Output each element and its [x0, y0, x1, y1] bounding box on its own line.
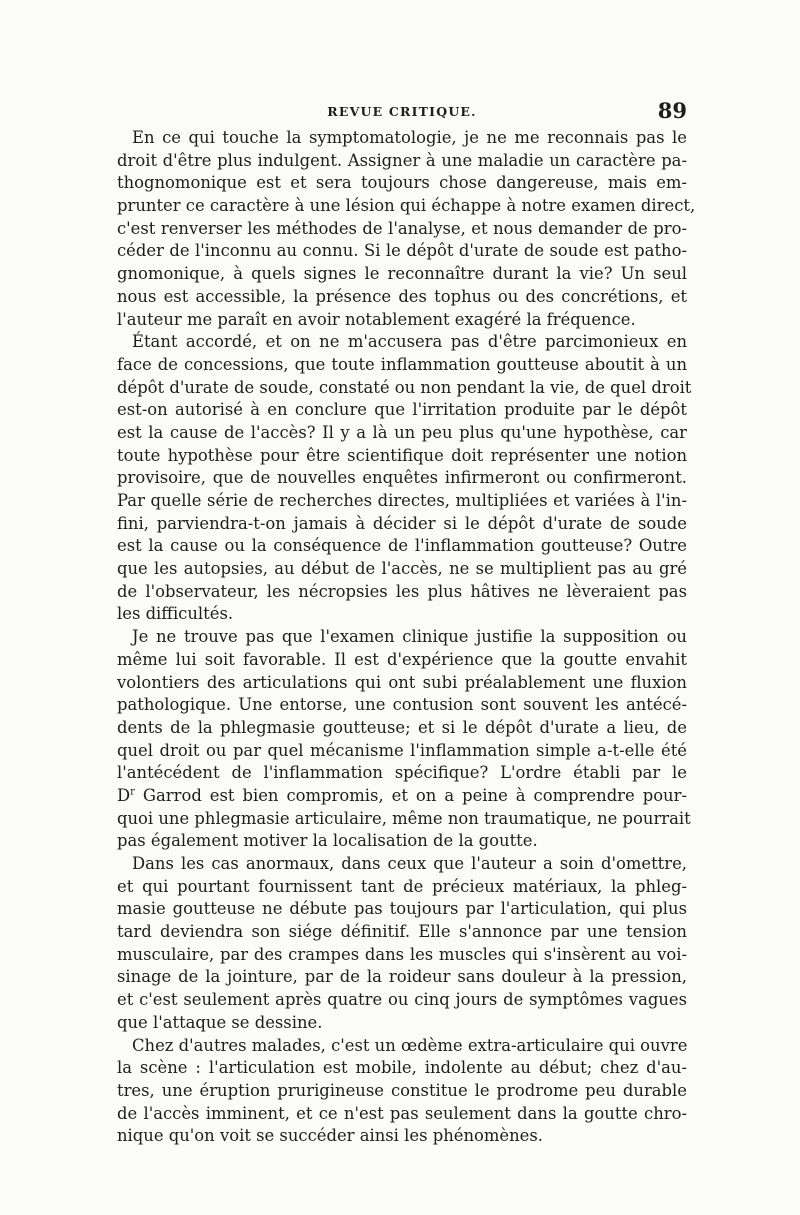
text-line: droit d'être plus indulgent. Assigner à une maladie un caractère pa-: [117, 150, 687, 170]
text-line: c'est renverser les méthodes de l'analyse, et nous demander de pro-: [117, 218, 687, 238]
page-number: 89: [657, 98, 687, 123]
text-line: l'antécédent de l'inflammation spécifique? L'ordre établi par le: [117, 763, 687, 783]
text-line-with-superscript: [117, 785, 687, 808]
doctor-prefix: D: [117, 785, 131, 805]
text-line: et qui pourtant fournissent tant de précieux matériaux, la phleg-: [117, 876, 687, 896]
text-line: Dans les cas anormaux, dans ceux que l'auteur a soin d'omettre,: [132, 854, 687, 873]
text-line: Je ne trouve pas que l'examen clinique justifie la supposition ou: [132, 627, 687, 647]
text-line: fini, parviendra-t-on jamais à décider si le dépôt d'urate de soude: [117, 513, 687, 533]
running-title: REVUE CRITIQUE.: [327, 104, 477, 119]
text-line: nous est accessible, la présence des tophus ou des concrétions, et: [117, 286, 687, 306]
text-line: toute hypothèse pour être scientifique doit représenter une notion: [117, 445, 687, 465]
text-line: quel droit ou par quel mécanisme l'inflammation simple a-t-elle été: [117, 740, 687, 760]
text-line: même lui soit favorable. Il est d'expérience que la goutte envahit: [117, 649, 687, 669]
text-line: prunter ce caractère à une lésion qui échappe à notre examen direct,: [117, 196, 696, 216]
text-line: quoi une phlegmasie articulaire, même non traumatique, ne pourrait: [117, 808, 691, 828]
text-line: Par quelle série de recherches directes, multipliées et variées à l'in-: [117, 491, 687, 510]
text-line: masie goutteuse ne débute pas toujours par l'articulation, qui plus: [117, 899, 687, 919]
text-line: dents de la phlegmasie goutteuse; et si le dépôt d'urate a lieu, de: [117, 717, 687, 737]
text-line: est la cause ou la conséquence de l'inflammation goutteuse? Outre: [117, 536, 687, 556]
running-head: [117, 100, 687, 124]
text-line: que l'attaque se dessine.: [117, 1012, 323, 1032]
text-line: sinage de la jointure, par de la roideur sans douleur à la pression,: [117, 967, 687, 987]
text-line: thognomonique est et sera toujours chose dangereuse, mais em-: [117, 173, 687, 193]
text-line: est-on autorisé à en conclure que l'irritation produite par le dépôt: [117, 400, 687, 420]
text-line: tres, une éruption prurigineuse constitue le prodrome peu durable: [117, 1080, 687, 1100]
text-line: provisoire, que de nouvelles enquêtes infirmeront ou confirmeront.: [117, 468, 687, 488]
text-line: pathologique. Une entorse, une contusion sont souvent les antécé-: [117, 695, 687, 715]
text-line: dépôt d'urate de soude, constaté ou non pendant la vie, de quel droit: [117, 377, 692, 397]
text-line: Chez d'autres malades, c'est un œdème extra-articulaire qui ouvre: [132, 1035, 688, 1055]
text-line: et c'est seulement après quatre ou cinq jours de symptômes vagues: [117, 990, 687, 1010]
text-line: nique qu'on voit se succéder ainsi les phénomènes.: [117, 1126, 543, 1146]
text-line: musculaire, par des crampes dans les muscles qui s'insèrent au voi-: [117, 944, 687, 964]
doctor-superscript: r: [130, 786, 135, 798]
text-line: pas également motiver la localisation de la goutte.: [117, 831, 538, 851]
text-line: les difficultés.: [117, 604, 234, 624]
text-line: gnomonique, à quels signes le reconnaître durant la vie? Un seul: [117, 264, 687, 284]
text-line: que les autopsies, au début de l'accès, ne se multiplient pas au gré: [117, 559, 687, 579]
text-line: tard deviendra son siége définitif. Elle s'annonce par une tension: [117, 922, 687, 942]
text-line: l'auteur me paraît en avoir notablement exagéré la fréquence.: [117, 309, 636, 329]
text-line: volontiers des articulations qui ont subi préalablement une fluxion: [117, 672, 687, 692]
text-line: est la cause de l'accès? Il y a là un peu plus qu'une hypothèse, car: [117, 422, 687, 442]
text-line: Étant accordé, et on ne m'accusera pas d'être parcimonieux en: [132, 332, 687, 352]
text-fragment: Garrod est bien compromis, et on a peine à comprendre pour-: [134, 785, 687, 805]
text-line: face de concessions, que toute inflammation goutteuse aboutit à un: [117, 354, 687, 374]
text-line: céder de l'inconnu au connu. Si le dépôt d'urate de soude est patho-: [117, 241, 687, 261]
body-text: [117, 127, 696, 1148]
text-line: de l'observateur, les nécropsies les plus hâtives ne lèveraient pas: [117, 581, 687, 601]
text-line: En ce qui touche la symptomatologie, je ne me reconnais pas le: [132, 128, 687, 147]
text-line: de l'accès imminent, et ce n'est pas seulement dans la goutte chro-: [117, 1103, 687, 1123]
text-line: la scène : l'articulation est mobile, indolente au début; chez d'au-: [117, 1058, 687, 1078]
